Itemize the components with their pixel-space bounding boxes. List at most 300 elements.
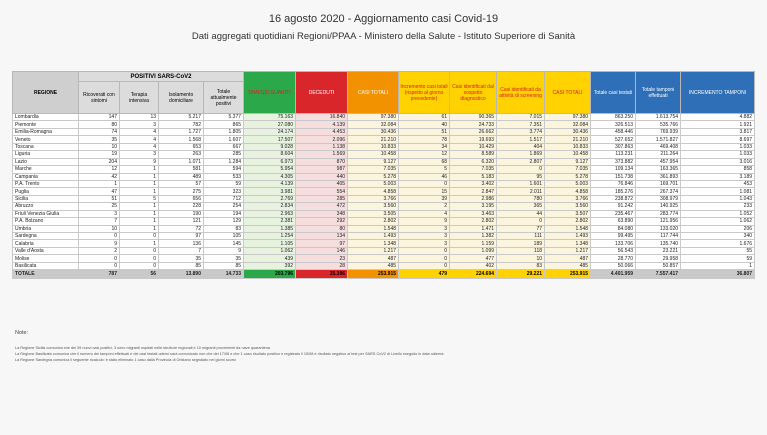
value-cell: 13 (120, 114, 159, 121)
value-cell: 24.733 (450, 121, 497, 128)
value-cell: 10.833 (348, 143, 399, 150)
value-cell: 97 (159, 233, 204, 240)
value-cell: 97.380 (545, 114, 591, 121)
note-line: La Regione Basilicata comunica che il numero dei tamponi effettuati e dei casi testati oderni sarà comunicato non che del 17/08 e che 1 caso risultato positivo e registrato il 15/08 è risultato negativo ai test per SARS CoV2 di Livello eseguito in data odierna. (15, 352, 445, 356)
value-cell: 135.740 (636, 240, 681, 247)
value-cell: 40 (399, 121, 450, 128)
table-row (13, 180, 755, 187)
value-cell: 2.096 (296, 136, 348, 143)
value-cell: 581 (159, 166, 204, 173)
value-cell: 307.863 (591, 143, 636, 150)
value-cell: 1.052 (681, 210, 755, 217)
value-cell: 1.217 (348, 247, 399, 254)
value-cell: 0 (497, 166, 545, 173)
table-row (13, 195, 755, 202)
value-cell: 3.774 (497, 128, 545, 135)
total-cell: 4.401.959 (591, 270, 636, 279)
value-cell: 78 (399, 136, 450, 143)
value-cell: 2.807 (497, 158, 545, 165)
value-cell: 3 (79, 210, 120, 217)
value-cell: 1 (120, 173, 159, 180)
header-attualmente-positivi: Totale attualmente positivi (204, 82, 244, 114)
total-label: TOTALE (13, 270, 79, 279)
value-cell: 782 (159, 121, 204, 128)
value-cell: 7.015 (497, 114, 545, 121)
value-cell: 163.365 (636, 166, 681, 173)
value-cell: 2 (399, 203, 450, 210)
table-row (13, 210, 755, 217)
region-cell: Calabria (13, 240, 79, 247)
value-cell: 3.560 (348, 203, 399, 210)
value-cell: 5.377 (204, 114, 244, 121)
value-cell: 0 (497, 218, 545, 225)
value-cell: 57 (159, 180, 204, 187)
value-cell: 594 (204, 166, 244, 173)
value-cell: 80 (79, 121, 120, 128)
value-cell: 35 (159, 255, 204, 262)
header-ricoverati: Ricoverati con sintomi (79, 82, 120, 114)
total-cell: 253.915 (348, 270, 399, 279)
value-cell: 769.939 (636, 128, 681, 135)
value-cell: 9.127 (545, 158, 591, 165)
value-cell: 404 (497, 143, 545, 150)
value-cell: 99.495 (591, 233, 636, 240)
value-cell: 3 (399, 240, 450, 247)
value-cell: 105 (204, 233, 244, 240)
value-cell: 211.264 (636, 151, 681, 158)
value-cell: 1.517 (497, 136, 545, 143)
header-tamponi: Totale tamponi effettuati (636, 72, 681, 114)
value-cell: 15 (399, 188, 450, 195)
value-cell: 653 (159, 143, 204, 150)
value-cell: 134 (296, 233, 348, 240)
value-cell: 1.081 (681, 188, 755, 195)
region-cell: Veneto (13, 136, 79, 143)
value-cell: 8.589 (450, 151, 497, 158)
value-cell: 3 (120, 151, 159, 158)
total-cell: 253.915 (545, 270, 591, 279)
value-cell: 6.320 (450, 158, 497, 165)
value-cell: 4.882 (681, 114, 755, 121)
table-body (13, 114, 755, 279)
value-cell: 477 (450, 255, 497, 262)
value-cell: 1.254 (244, 233, 296, 240)
header-casi-testati: Totale casi testati (591, 72, 636, 114)
value-cell: 402 (450, 262, 497, 269)
value-cell: 32.084 (545, 121, 591, 128)
value-cell: 340 (681, 233, 755, 240)
value-cell: 1.613.754 (636, 114, 681, 121)
table-row (13, 203, 755, 210)
value-cell: 4.139 (296, 121, 348, 128)
value-cell: 10.458 (348, 151, 399, 158)
value-cell: 0 (120, 262, 159, 269)
table-row (13, 136, 755, 143)
total-cell: 35.396 (296, 270, 348, 279)
value-cell: 113.231 (591, 151, 636, 158)
value-cell: 133.020 (636, 225, 681, 232)
value-cell: 1.033 (681, 143, 755, 150)
value-cell: 0 (399, 180, 450, 187)
value-cell: 5 (399, 166, 450, 173)
value-cell: 858 (681, 166, 755, 173)
value-cell: 472 (296, 203, 348, 210)
value-cell: 97.380 (348, 114, 399, 121)
total-cell: 224.694 (450, 270, 497, 279)
header-screening: Casi identificati da attività di screening (497, 72, 545, 114)
value-cell: 10 (79, 225, 120, 232)
value-cell: 2.381 (244, 218, 296, 225)
value-cell: 30.436 (348, 128, 399, 135)
value-cell: 2.769 (244, 195, 296, 202)
value-cell: 80 (296, 225, 348, 232)
value-cell: 1.548 (348, 225, 399, 232)
value-cell: 83 (204, 225, 244, 232)
value-cell: 10.429 (450, 143, 497, 150)
value-cell: 527.652 (591, 136, 636, 143)
value-cell: 51 (399, 128, 450, 135)
value-cell: 5.217 (159, 114, 204, 121)
value-cell: 206 (681, 225, 755, 232)
value-cell: 453 (681, 180, 755, 187)
value-cell: 308.979 (636, 195, 681, 202)
value-cell: 6.973 (244, 158, 296, 165)
value-cell: 204 (79, 158, 120, 165)
value-cell: 189 (497, 240, 545, 247)
value-cell: 5.954 (244, 166, 296, 173)
header-casi-totali-2: CASI TOTALI (545, 72, 591, 114)
value-cell: 0 (399, 247, 450, 254)
value-cell: 4 (120, 128, 159, 135)
value-cell: 32.084 (348, 121, 399, 128)
value-cell: 5.003 (348, 180, 399, 187)
header-regione: REGIONE (13, 72, 79, 114)
region-cell: Toscana (13, 143, 79, 150)
table-row (13, 218, 755, 225)
value-cell: 1 (120, 240, 159, 247)
value-cell: 870 (296, 158, 348, 165)
table-row (13, 240, 755, 247)
value-cell: 0 (79, 262, 120, 269)
value-cell: 129 (204, 218, 244, 225)
value-cell: 9 (79, 240, 120, 247)
value-cell: 667 (204, 143, 244, 150)
value-cell: 5.003 (545, 180, 591, 187)
region-cell: Lazio (13, 158, 79, 165)
value-cell: 24.174 (244, 128, 296, 135)
value-cell: 1.869 (497, 151, 545, 158)
table-row (13, 128, 755, 135)
region-cell: Liguria (13, 151, 79, 158)
value-cell: 50.857 (636, 262, 681, 269)
value-cell: 3.195 (450, 203, 497, 210)
value-cell: 0 (120, 247, 159, 254)
header-casi-totali: CASI TOTALI (348, 72, 399, 114)
value-cell: 185.276 (591, 188, 636, 195)
value-cell: 1.348 (348, 240, 399, 247)
value-cell: 12 (79, 166, 120, 173)
value-cell: 59 (681, 255, 755, 262)
value-cell: 285 (296, 195, 348, 202)
total-cell: 56 (120, 270, 159, 279)
value-cell: 458.446 (591, 128, 636, 135)
value-cell: 8.604 (244, 151, 296, 158)
value-cell: 283.774 (636, 210, 681, 217)
value-cell: 3.981 (244, 188, 296, 195)
value-cell: 487 (545, 255, 591, 262)
value-cell: 50.066 (591, 262, 636, 269)
value-cell: 1 (681, 262, 755, 269)
value-cell: 2 (79, 247, 120, 254)
value-cell: 292 (296, 218, 348, 225)
value-cell: 0 (79, 255, 120, 262)
region-cell: Valle d'Aosta (13, 247, 79, 254)
value-cell: 1.217 (545, 247, 591, 254)
value-cell: 61 (399, 114, 450, 121)
page-title: 16 agosto 2020 - Aggiornamento casi Covid-19 (268, 13, 499, 25)
value-cell: 235.467 (591, 210, 636, 217)
value-cell: 2.802 (545, 218, 591, 225)
value-cell: 457.954 (636, 158, 681, 165)
value-cell: 0 (399, 255, 450, 262)
value-cell: 0 (120, 233, 159, 240)
value-cell: 1.471 (450, 225, 497, 232)
value-cell: 29.958 (636, 255, 681, 262)
value-cell: 84.080 (591, 225, 636, 232)
value-cell: 1 (120, 188, 159, 195)
total-cell: 479 (399, 270, 450, 279)
notes-block (15, 345, 735, 363)
value-cell: 28 (296, 262, 348, 269)
value-cell: 535.766 (636, 121, 681, 128)
region-cell: Emilia-Romagna (13, 128, 79, 135)
value-cell: 23 (296, 255, 348, 262)
value-cell: 1.571.827 (636, 136, 681, 143)
value-cell: 1.105 (244, 240, 296, 247)
value-cell: 1.921 (681, 121, 755, 128)
value-cell: 2.986 (450, 195, 497, 202)
value-cell: 8.697 (681, 136, 755, 143)
value-cell: 26.662 (450, 128, 497, 135)
value-cell: 30.436 (545, 128, 591, 135)
value-cell: 2.802 (450, 218, 497, 225)
value-cell: 1.138 (296, 143, 348, 150)
value-cell: 4 (120, 143, 159, 150)
value-cell: 1 (120, 218, 159, 225)
value-cell: 361.893 (636, 173, 681, 180)
value-cell: 136 (159, 240, 204, 247)
value-cell: 5.278 (545, 173, 591, 180)
value-cell: 5 (120, 195, 159, 202)
table-row (13, 114, 755, 121)
value-cell: 7.035 (545, 166, 591, 173)
value-cell: 7.351 (497, 121, 545, 128)
value-cell: 44 (497, 210, 545, 217)
value-cell: 1.607 (204, 136, 244, 143)
value-cell: 63.890 (591, 218, 636, 225)
value-cell: 1.033 (681, 151, 755, 158)
value-cell: 12 (399, 151, 450, 158)
total-cell: 7.557.417 (636, 270, 681, 279)
value-cell: 19 (79, 151, 120, 158)
value-cell: 90.365 (450, 114, 497, 121)
value-cell: 145 (204, 240, 244, 247)
value-cell: 263 (159, 151, 204, 158)
value-cell: 3.507 (545, 210, 591, 217)
value-cell: 1.348 (545, 240, 591, 247)
value-cell: 121 (159, 218, 204, 225)
value-cell: 1.284 (204, 158, 244, 165)
value-cell: 56.543 (591, 247, 636, 254)
region-cell: Umbria (13, 225, 79, 232)
value-cell: 1 (120, 180, 159, 187)
value-cell: 7.035 (348, 166, 399, 173)
value-cell: 194 (204, 210, 244, 217)
value-cell: 21.210 (348, 136, 399, 143)
region-cell: Molise (13, 255, 79, 262)
value-cell: 85 (159, 262, 204, 269)
table-row (13, 233, 755, 240)
region-cell: Friuli Venezia Giulia (13, 210, 79, 217)
value-cell: 10 (497, 255, 545, 262)
value-cell: 117.744 (636, 233, 681, 240)
value-cell: 1 (120, 203, 159, 210)
value-cell: 9 (204, 247, 244, 254)
value-cell: 348 (296, 210, 348, 217)
value-cell: 2.963 (244, 210, 296, 217)
value-cell: 533 (204, 173, 244, 180)
value-cell: 111 (497, 233, 545, 240)
value-cell: 863.250 (591, 114, 636, 121)
value-cell: 285 (204, 151, 244, 158)
value-cell: 0 (79, 233, 120, 240)
table-row (13, 151, 755, 158)
value-cell: 1.043 (681, 195, 755, 202)
table-row (13, 188, 755, 195)
value-cell: 405 (296, 180, 348, 187)
value-cell: 780 (497, 195, 545, 202)
value-cell: 51 (79, 195, 120, 202)
value-cell: 9 (399, 218, 450, 225)
region-cell: Basilicata (13, 262, 79, 269)
value-cell: 97 (296, 240, 348, 247)
note-line: La Regione Sicilia comunica che dei 39 nuovi casi positivi, 3 sono migranti ospitati nelle strutture regionali e 10 migranti provenienti da nave quarantena (15, 346, 270, 350)
table-row (13, 121, 755, 128)
total-cell: 787 (79, 270, 120, 279)
value-cell: 1 (120, 166, 159, 173)
value-cell: 28.770 (591, 255, 636, 262)
value-cell: 267.374 (636, 188, 681, 195)
value-cell: 19.693 (450, 136, 497, 143)
value-cell: 3 (120, 121, 159, 128)
value-cell: 7.035 (450, 166, 497, 173)
value-cell: 146 (296, 247, 348, 254)
value-cell: 485 (545, 262, 591, 269)
value-cell: 2.834 (244, 203, 296, 210)
value-cell: 35 (204, 255, 244, 262)
region-cell: P.A. Trento (13, 180, 79, 187)
value-cell: 4 (399, 210, 450, 217)
value-cell: 275 (159, 188, 204, 195)
value-cell: 7 (159, 247, 204, 254)
value-cell: 9 (120, 158, 159, 165)
total-row (13, 270, 755, 279)
value-cell: 0 (120, 255, 159, 262)
header-deceduti: DECEDUTI (296, 72, 348, 114)
value-cell: 4.858 (545, 188, 591, 195)
value-cell: 1.727 (159, 128, 204, 135)
value-cell: 0 (399, 262, 450, 269)
value-cell: 712 (204, 195, 244, 202)
value-cell: 47 (79, 188, 120, 195)
value-cell: 3.016 (681, 158, 755, 165)
value-cell: 74 (79, 128, 120, 135)
header-sospetto-diagnostico: Casi identificati dal sospetto diagnostico (450, 72, 497, 114)
value-cell: 68 (399, 158, 450, 165)
value-cell: 365 (497, 203, 545, 210)
region-cell: Sardegna (13, 233, 79, 240)
value-cell: 77 (497, 225, 545, 232)
value-cell: 133.706 (591, 240, 636, 247)
value-cell: 392 (244, 262, 296, 269)
value-cell: 1 (120, 225, 159, 232)
value-cell: 25 (79, 203, 120, 210)
value-cell: 169.701 (636, 180, 681, 187)
value-cell: 1.805 (204, 128, 244, 135)
region-cell: Sicilia (13, 195, 79, 202)
region-cell: Marche (13, 166, 79, 173)
header-isolamento: Isolamento domiciliare (159, 82, 204, 114)
region-cell: Abruzzo (13, 203, 79, 210)
header-incremento-tamponi: INCREMENTO TAMPONI (681, 72, 755, 114)
value-cell: 151.738 (591, 173, 636, 180)
value-cell: 3.766 (545, 195, 591, 202)
value-cell: 1 (120, 210, 159, 217)
value-cell: 109.134 (591, 166, 636, 173)
value-cell: 323 (204, 188, 244, 195)
table-row (13, 255, 755, 262)
value-cell: 1.568 (159, 136, 204, 143)
value-cell: 4 (120, 136, 159, 143)
value-cell: 1.071 (159, 158, 204, 165)
value-cell: 3.505 (348, 210, 399, 217)
value-cell: 75.163 (244, 114, 296, 121)
value-cell: 1.099 (450, 247, 497, 254)
value-cell: 1.159 (450, 240, 497, 247)
value-cell: 147 (79, 114, 120, 121)
value-cell: 485 (348, 262, 399, 269)
value-cell: 39 (399, 195, 450, 202)
value-cell: 3.463 (450, 210, 497, 217)
value-cell: 16.840 (296, 114, 348, 121)
value-cell: 21.210 (545, 136, 591, 143)
header-positivi-group: POSITIVI SARS-CoV2 (79, 72, 244, 82)
value-cell: 46 (399, 173, 450, 180)
value-cell: 3.402 (450, 180, 497, 187)
value-cell: 10 (79, 143, 120, 150)
value-cell: 3.189 (681, 173, 755, 180)
value-cell: 9.127 (348, 158, 399, 165)
table-row (13, 225, 755, 232)
table-row (13, 143, 755, 150)
value-cell: 121.956 (636, 218, 681, 225)
value-cell: 656 (159, 195, 204, 202)
page-subtitle: Dati aggregati quotidiani Regioni/PPAA - Ministero della Salute - Istituto Superiore di Sanità (191, 31, 576, 42)
covid-data-table (12, 71, 755, 279)
value-cell: 254 (204, 203, 244, 210)
value-cell: 3 (399, 233, 450, 240)
header-incremento: Incremento casi totali (rispetto al giorno precedente) (399, 72, 450, 114)
